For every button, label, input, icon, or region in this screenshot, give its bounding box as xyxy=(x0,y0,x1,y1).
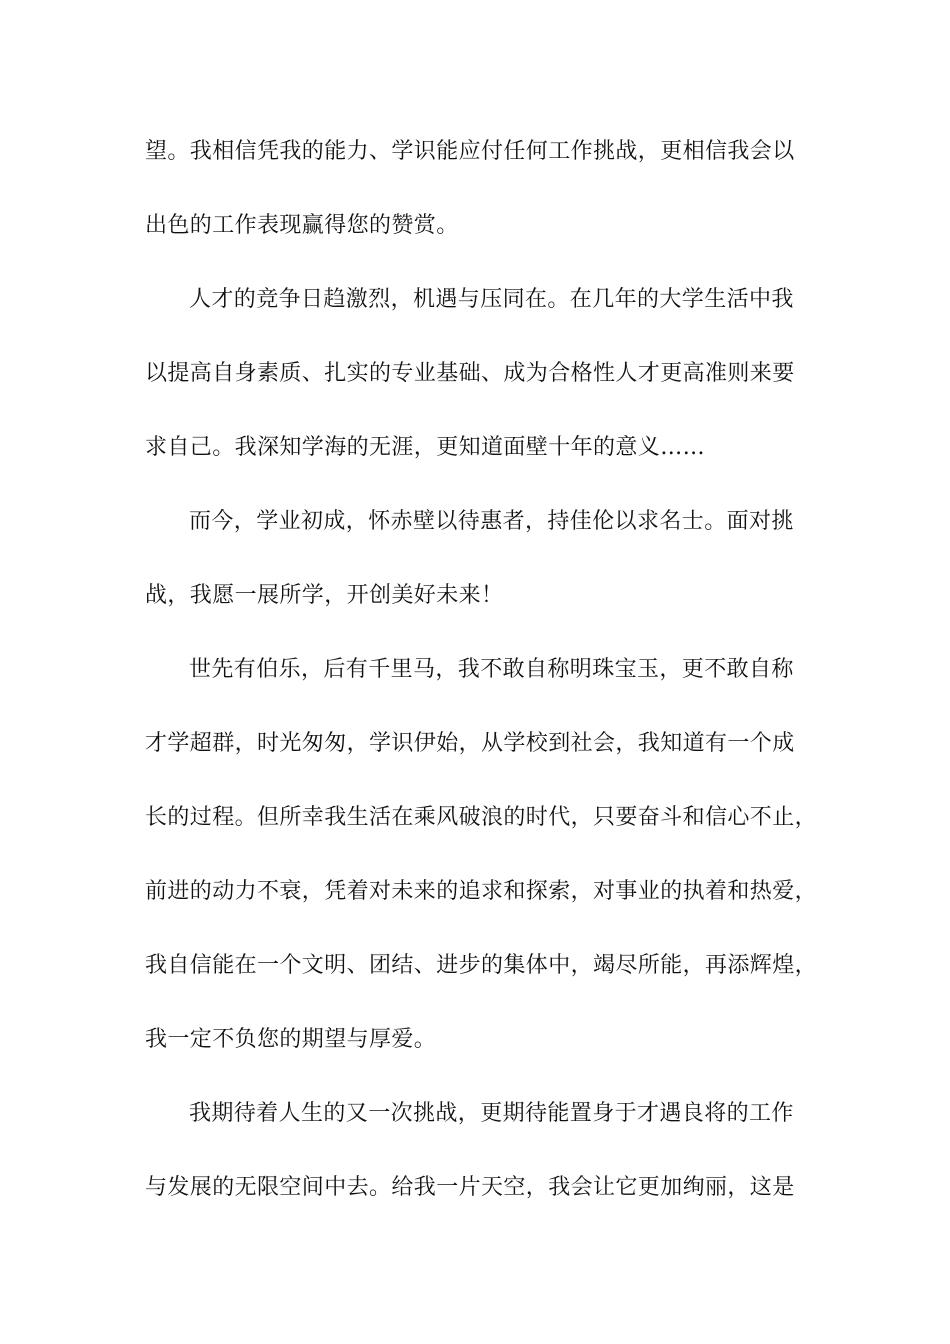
text-line: 前进的动力不衰，凭着对未来的追求和探索，对事业的执着和热爱， xyxy=(145,879,818,904)
text-line: 长的过程。但所幸我生活在乘风破浪的时代，只要奋斗和信心不止， xyxy=(145,805,818,830)
text-line: 我期待着人生的又一次挑战，更期待能置身于才遇良将的工作 xyxy=(189,1101,794,1126)
paragraph-2 xyxy=(145,275,810,497)
text-line: 而今，学业初成，怀赤壁以待惠者，持佳伦以求名士。面对挑 xyxy=(189,509,794,534)
text-line: 求自己。我深知学海的无涯，更知道面壁十年的意义…… xyxy=(145,435,706,460)
text-line: 我一定不负您的期望与厚爱。 xyxy=(145,1027,437,1052)
text-line: 战，我愿一展所学，开创美好未来！ xyxy=(145,583,504,608)
paragraph-4 xyxy=(145,645,818,1089)
text-line: 与发展的无限空间中去。给我一片天空，我会让它更加绚丽，这是 xyxy=(145,1175,795,1200)
text-line: 世先有伯乐，后有千里马，我不敢自称明珠宝玉，更不敢自称 xyxy=(189,657,794,682)
text-line: 人才的竞争日趋激烈，机遇与压同在。在几年的大学生活中我 xyxy=(189,287,794,312)
paragraph-1 xyxy=(145,127,810,275)
paragraph-5 xyxy=(145,1089,810,1237)
text-line: 出色的工作表现赢得您的赞赏。 xyxy=(145,213,459,238)
body-text xyxy=(145,127,818,1237)
paragraph-3 xyxy=(145,497,810,645)
text-line: 我自信能在一个文明、团结、进步的集体中，竭尽所能，再添辉煌， xyxy=(145,953,818,978)
text-line: 望。我相信凭我的能力、学识能应付任何工作挑战，更相信我会以 xyxy=(145,139,795,164)
text-line: 以提高自身素质、扎实的专业基础、成为合格性人才更高准则来要 xyxy=(145,361,795,386)
text-line: 才学超群，时光匆匆，学识伊始，从学校到社会，我知道有一个成 xyxy=(145,731,795,756)
